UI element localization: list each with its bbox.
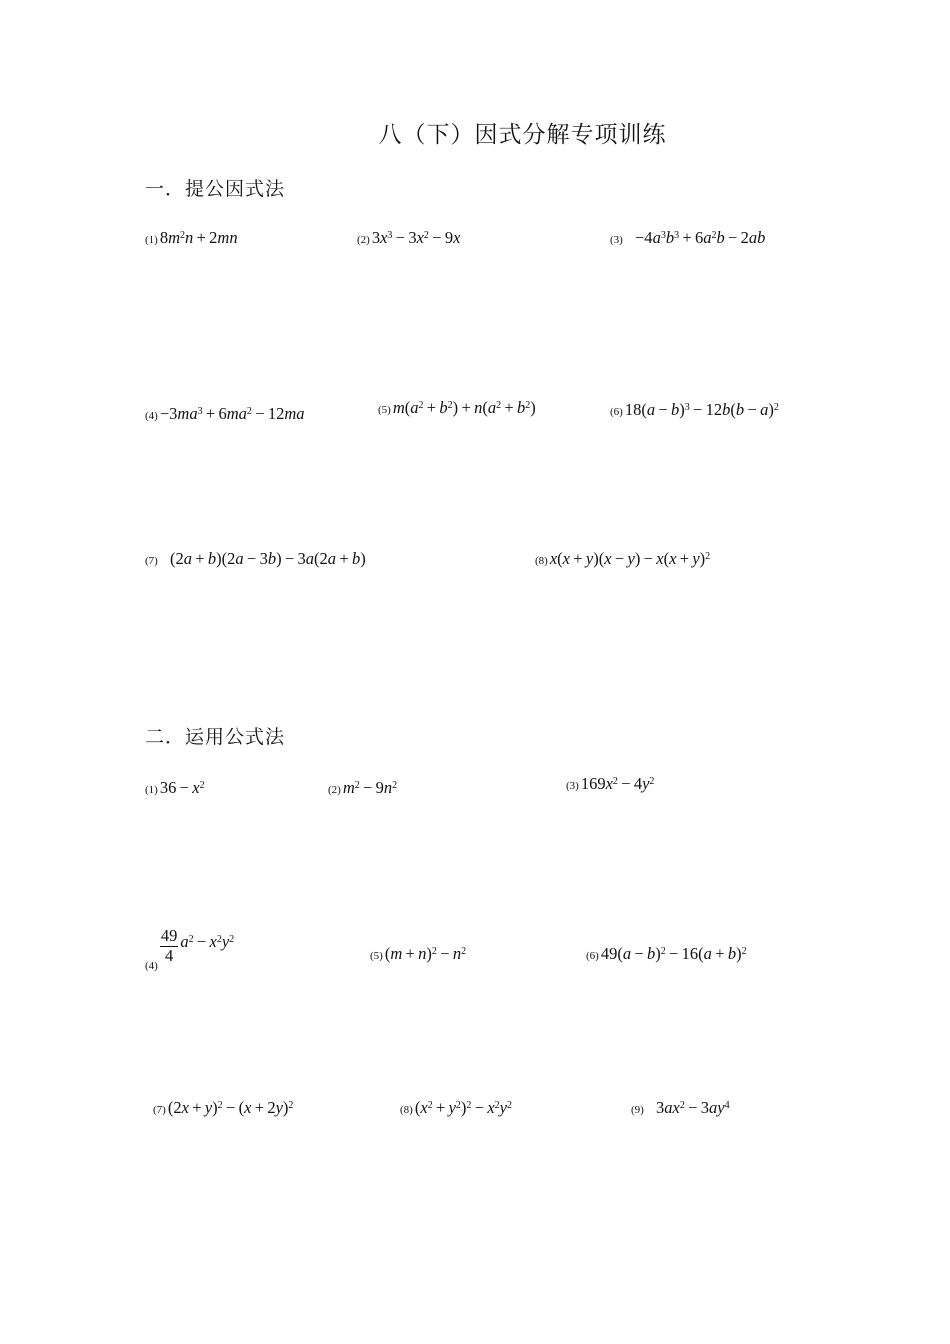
problem-number: (6) [586,950,599,962]
problem-expression: $36 - x^2$ [159,778,205,797]
problem-expression: $m(a^2 + b^2) + n(a^2 + b^2)$ [392,398,536,417]
problem-number: (1) [145,784,158,796]
problem-number: (9) [631,1104,644,1116]
section-heading-formula: 二．运用公式法 [145,726,286,748]
problem-number: (8) [400,1104,413,1116]
problem-number: (3) [566,780,579,792]
problem-expression: $(m + n)^2 - n^2$ [384,944,467,963]
problem-expression: (2a + b)(2a − 3b) − 3a(2a + b) [170,549,366,568]
problem-2-5 [370,946,466,963]
problem-2-6 [586,946,747,963]
problem-expression: $x(x + y)(x - y) - x(x + y)^2$ [549,549,711,568]
problem-expression: $-3ma^3 + 6ma^2 - 12ma$ [159,404,305,423]
problem-2-9 [631,1100,730,1117]
problem-number: (4) [145,959,158,972]
problem-number: (4) [145,410,158,422]
problem-1-4 [145,406,305,423]
problem-number: (6) [610,406,623,418]
problem-2-1 [145,780,205,797]
problem-expression: $3ax^2 - 3ay^4$ [656,1098,730,1117]
problem-expression: $18(a - b)^3 - 12b(b - a)^2$ [624,400,779,419]
problem-2-3 [566,776,654,793]
fraction-rest: $a^2 - x^2y^2$ [180,931,235,951]
problem-1-3 [610,230,765,247]
section-heading-common-factor: 一．提公因式法 [145,178,286,200]
problem-1-1 [145,230,238,247]
problem-2-8 [400,1100,512,1117]
problem-number: (7) [145,555,158,567]
problem-2-4 [145,928,234,972]
problem-expression: $169x^2 - 4y^2$ [580,774,655,793]
problem-2-2 [328,780,397,797]
problem-1-2 [357,230,460,247]
problem-expression: $8m^2n + 2mn$ [159,228,238,247]
problem-1-8 [535,551,710,568]
fraction-denominator: 4 [164,945,174,965]
problem-expression: $(2x + y)^2 - (x + 2y)^2$ [167,1098,294,1117]
problem-1-5 [378,400,536,417]
problem-number: (1) [145,234,158,246]
problem-number: (8) [535,555,548,567]
problem-number: (5) [370,950,383,962]
fraction [160,928,179,964]
problem-expression: $3x^3 - 3x^2 - 9x$ [371,228,461,247]
problem-1-6 [610,402,779,419]
problem-number: (7) [153,1104,166,1116]
problem-expression: $m^2 - 9n^2$ [342,778,398,797]
problem-expression: $49(a - b)^2 - 16(a + b)^2$ [600,944,747,963]
fraction-numerator: 49 [160,926,178,945]
problem-expression: $(x^2 + y^2)^2 - x^2y^2$ [414,1098,512,1117]
problem-2-7 [153,1100,293,1117]
problem-number: (2) [328,784,341,796]
problem-expression [160,926,235,965]
problem-expression: $-4a^3b^3 + 6a^2b - 2ab$ [635,228,766,247]
problem-number: (3) [610,234,623,246]
problem-number: (5) [378,404,391,416]
problem-number: (2) [357,234,370,246]
page-title: 八（下）因式分解专项训练 [378,122,667,148]
problem-1-7 [145,551,366,568]
